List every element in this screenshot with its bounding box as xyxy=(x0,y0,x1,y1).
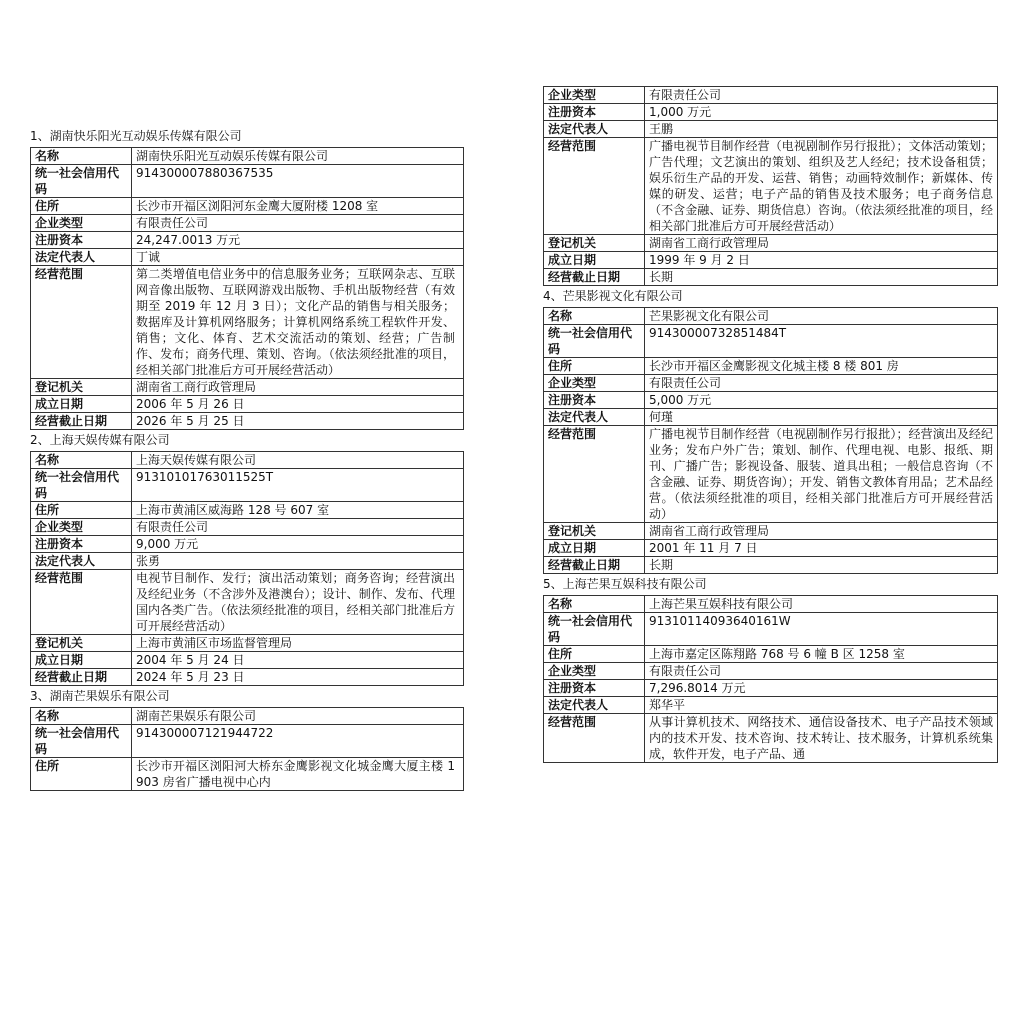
field-value: 丁诚 xyxy=(132,249,464,266)
field-value: 91430000732851484T xyxy=(645,325,998,358)
field-value: 5,000 万元 xyxy=(645,392,998,409)
field-value: 何瑾 xyxy=(645,409,998,426)
company-section xyxy=(30,688,464,791)
field-value: 91310114093640161W xyxy=(645,613,998,646)
field-value: 湖南省工商行政管理局 xyxy=(645,523,998,540)
field-label: 名称 xyxy=(31,452,132,469)
table-row xyxy=(544,138,998,235)
field-value: 长期 xyxy=(645,269,998,286)
table-row xyxy=(544,613,998,646)
field-value: 914300007121944722 xyxy=(132,725,464,758)
field-value: 王鹏 xyxy=(645,121,998,138)
table-row xyxy=(31,266,464,379)
field-value: 湖南省工商行政管理局 xyxy=(132,379,464,396)
table-row xyxy=(31,519,464,536)
table-row xyxy=(31,413,464,430)
field-value: 电视节目制作、发行；演出活动策划；商务咨询；经营演出及经纪业务（不含涉外及港澳台）；设计、制作、发布、代理国内各类广告。（依法须经批准的项目，经相关部门批准后方可开展经营活动） xyxy=(132,570,464,635)
field-label: 注册资本 xyxy=(31,232,132,249)
field-value: 长期 xyxy=(645,557,998,574)
table-row xyxy=(31,232,464,249)
field-label: 成立日期 xyxy=(544,540,645,557)
company-section xyxy=(30,432,464,686)
table-row xyxy=(544,104,998,121)
company-info-table xyxy=(543,595,998,763)
field-label: 经营范围 xyxy=(544,714,645,763)
table-row xyxy=(31,379,464,396)
table-row xyxy=(544,392,998,409)
company-caption: 4、芒果影视文化有限公司 xyxy=(543,289,683,303)
table-row xyxy=(544,308,998,325)
table-row xyxy=(544,523,998,540)
table-row xyxy=(544,557,998,574)
field-label: 经营截止日期 xyxy=(31,413,132,430)
table-row xyxy=(544,87,998,104)
table-row xyxy=(31,215,464,232)
company-section xyxy=(543,86,998,286)
field-value: 2026 年 5 月 25 日 xyxy=(132,413,464,430)
field-label: 法定代表人 xyxy=(31,249,132,266)
field-label: 经营范围 xyxy=(31,266,132,379)
company-section xyxy=(30,128,464,430)
field-label: 经营范围 xyxy=(31,570,132,635)
field-value: 上海市黄浦区威海路 128 号 607 室 xyxy=(132,502,464,519)
field-value: 郑华平 xyxy=(645,697,998,714)
table-row xyxy=(544,409,998,426)
field-label: 企业类型 xyxy=(544,375,645,392)
table-row xyxy=(31,165,464,198)
table-row xyxy=(31,469,464,502)
company-section xyxy=(543,576,998,763)
field-label: 名称 xyxy=(544,596,645,613)
table-row xyxy=(31,758,464,791)
field-label: 法定代表人 xyxy=(544,409,645,426)
table-row xyxy=(544,714,998,763)
company-info-table xyxy=(30,707,464,791)
field-label: 成立日期 xyxy=(31,396,132,413)
field-label: 登记机关 xyxy=(544,523,645,540)
field-value: 湖南芒果娱乐有限公司 xyxy=(132,708,464,725)
table-row xyxy=(31,553,464,570)
table-row xyxy=(31,725,464,758)
field-value: 上海天娱传媒有限公司 xyxy=(132,452,464,469)
table-row xyxy=(31,652,464,669)
table-row xyxy=(31,249,464,266)
field-value: 广播电视节目制作经营（电视剧制作另行报批）；文体活动策划；广告代理；文艺演出的策划、组织及艺人经纪；技术设备租赁；娱乐衍生产品的开发、运营、销售；动画特效制作；新媒体、传媒的研发、运营；电子产品的销售及技术服务；电子商务信息（不含金融、证券、期货信息）咨询。（依法须经批准的项目，经相关部门批准后方可开展经营活动） xyxy=(645,138,998,235)
field-label: 经营范围 xyxy=(544,426,645,523)
table-row xyxy=(31,452,464,469)
left-column xyxy=(30,126,464,791)
field-label: 注册资本 xyxy=(544,104,645,121)
field-value: 1999 年 9 月 2 日 xyxy=(645,252,998,269)
right-column xyxy=(543,86,998,763)
company-info-table xyxy=(30,147,464,430)
table-row xyxy=(544,325,998,358)
field-label: 法定代表人 xyxy=(544,697,645,714)
field-label: 住所 xyxy=(544,358,645,375)
table-row xyxy=(31,708,464,725)
field-label: 登记机关 xyxy=(544,235,645,252)
field-value: 第二类增值电信业务中的信息服务业务；互联网杂志、互联网音像出版物、互联网游戏出版物、手机出版物经营（有效期至 2019 年 12 月 3 日）；文化产品的销售与相关服务；数据库及计算机网络服务；计算机网络系统工程软件开发、销售；文化、体育、艺术交流活动的策划、经营；广告制作、发布；商务代理、策划、咨询。（依法须经批准的项目，经相关部门批准后方可开展经营活动） xyxy=(132,266,464,379)
company-caption: 2、上海天娱传媒有限公司 xyxy=(30,433,170,447)
field-value: 上海市黄浦区市场监督管理局 xyxy=(132,635,464,652)
field-label: 登记机关 xyxy=(31,635,132,652)
company-info-table xyxy=(543,86,998,286)
field-label: 经营截止日期 xyxy=(544,269,645,286)
field-label: 法定代表人 xyxy=(544,121,645,138)
table-row xyxy=(31,148,464,165)
field-value: 长沙市开福区浏阳河大桥东金鹰影视文化城金鹰大厦主楼 1903 房省广播电视中心内 xyxy=(132,758,464,791)
field-value: 2024 年 5 月 23 日 xyxy=(132,669,464,686)
field-label: 企业类型 xyxy=(31,519,132,536)
company-info-table xyxy=(543,307,998,574)
field-value: 有限责任公司 xyxy=(645,375,998,392)
field-label: 成立日期 xyxy=(544,252,645,269)
field-label: 经营截止日期 xyxy=(31,669,132,686)
field-label: 企业类型 xyxy=(544,663,645,680)
field-value: 从事计算机技术、网络技术、通信设备技术、电子产品技术领域内的技术开发、技术咨询、技术转让、技术服务，计算机系统集成，软件开发，电子产品、通 xyxy=(645,714,998,763)
field-value: 1,000 万元 xyxy=(645,104,998,121)
table-row xyxy=(31,502,464,519)
field-label: 统一社会信用代码 xyxy=(31,165,132,198)
table-row xyxy=(544,697,998,714)
field-label: 企业类型 xyxy=(544,87,645,104)
field-label: 注册资本 xyxy=(31,536,132,553)
field-value: 长沙市开福区浏阳河东金鹰大厦附楼 1208 室 xyxy=(132,198,464,215)
field-value: 上海芒果互娱科技有限公司 xyxy=(645,596,998,613)
field-value: 914300007880367535 xyxy=(132,165,464,198)
table-row xyxy=(544,375,998,392)
field-value: 湖南快乐阳光互动娱乐传媒有限公司 xyxy=(132,148,464,165)
field-value: 91310101763011525T xyxy=(132,469,464,502)
field-label: 名称 xyxy=(31,708,132,725)
field-value: 湖南省工商行政管理局 xyxy=(645,235,998,252)
table-row xyxy=(544,646,998,663)
field-label: 法定代表人 xyxy=(31,553,132,570)
field-value: 24,247.0013 万元 xyxy=(132,232,464,249)
table-row xyxy=(544,121,998,138)
company-caption: 3、湖南芒果娱乐有限公司 xyxy=(30,689,170,703)
field-value: 9,000 万元 xyxy=(132,536,464,553)
field-label: 注册资本 xyxy=(544,392,645,409)
table-row xyxy=(544,426,998,523)
field-label: 住所 xyxy=(31,502,132,519)
table-row xyxy=(544,235,998,252)
field-value: 广播电视节目制作经营（电视剧制作另行报批）；经营演出及经纪业务；发布户外广告；策划、制作、代理电视、电影、报纸、期刊、广播广告；影视设备、服装、道具出租；一般信息咨询（不含金融、证券、期货咨询）；开发、销售文教体育用品；艺术品经营。（依法须经批准的项目，经相关部门批准后方可开展经营活动） xyxy=(645,426,998,523)
field-value: 有限责任公司 xyxy=(645,663,998,680)
field-value: 长沙市开福区金鹰影视文化城主楼 8 楼 801 房 xyxy=(645,358,998,375)
field-value: 2001 年 11 月 7 日 xyxy=(645,540,998,557)
field-label: 住所 xyxy=(31,198,132,215)
company-caption: 1、湖南快乐阳光互动娱乐传媒有限公司 xyxy=(30,129,242,143)
field-label: 经营范围 xyxy=(544,138,645,235)
company-info-table xyxy=(30,451,464,686)
field-value: 有限责任公司 xyxy=(645,87,998,104)
table-row xyxy=(544,358,998,375)
table-row xyxy=(544,596,998,613)
field-label: 住所 xyxy=(544,646,645,663)
table-row xyxy=(31,635,464,652)
field-value: 张勇 xyxy=(132,553,464,570)
field-value: 有限责任公司 xyxy=(132,519,464,536)
field-label: 名称 xyxy=(544,308,645,325)
table-row xyxy=(31,570,464,635)
field-label: 统一社会信用代码 xyxy=(544,325,645,358)
table-row xyxy=(544,663,998,680)
table-row xyxy=(31,396,464,413)
field-label: 经营截止日期 xyxy=(544,557,645,574)
field-value: 2004 年 5 月 24 日 xyxy=(132,652,464,669)
company-section xyxy=(543,288,998,574)
field-label: 统一社会信用代码 xyxy=(31,725,132,758)
table-row xyxy=(31,669,464,686)
field-label: 名称 xyxy=(31,148,132,165)
table-row xyxy=(544,269,998,286)
table-row xyxy=(544,252,998,269)
field-label: 统一社会信用代码 xyxy=(31,469,132,502)
field-value: 7,296.8014 万元 xyxy=(645,680,998,697)
field-value: 2006 年 5 月 26 日 xyxy=(132,396,464,413)
table-row xyxy=(31,536,464,553)
field-label: 登记机关 xyxy=(31,379,132,396)
field-label: 成立日期 xyxy=(31,652,132,669)
field-label: 企业类型 xyxy=(31,215,132,232)
field-label: 统一社会信用代码 xyxy=(544,613,645,646)
field-value: 上海市嘉定区陈翔路 768 号 6 幢 B 区 1258 室 xyxy=(645,646,998,663)
field-value: 芒果影视文化有限公司 xyxy=(645,308,998,325)
table-row xyxy=(544,540,998,557)
table-row xyxy=(544,680,998,697)
field-value: 有限责任公司 xyxy=(132,215,464,232)
field-label: 住所 xyxy=(31,758,132,791)
table-row xyxy=(31,198,464,215)
company-caption: 5、上海芒果互娱科技有限公司 xyxy=(543,577,707,591)
field-label: 注册资本 xyxy=(544,680,645,697)
